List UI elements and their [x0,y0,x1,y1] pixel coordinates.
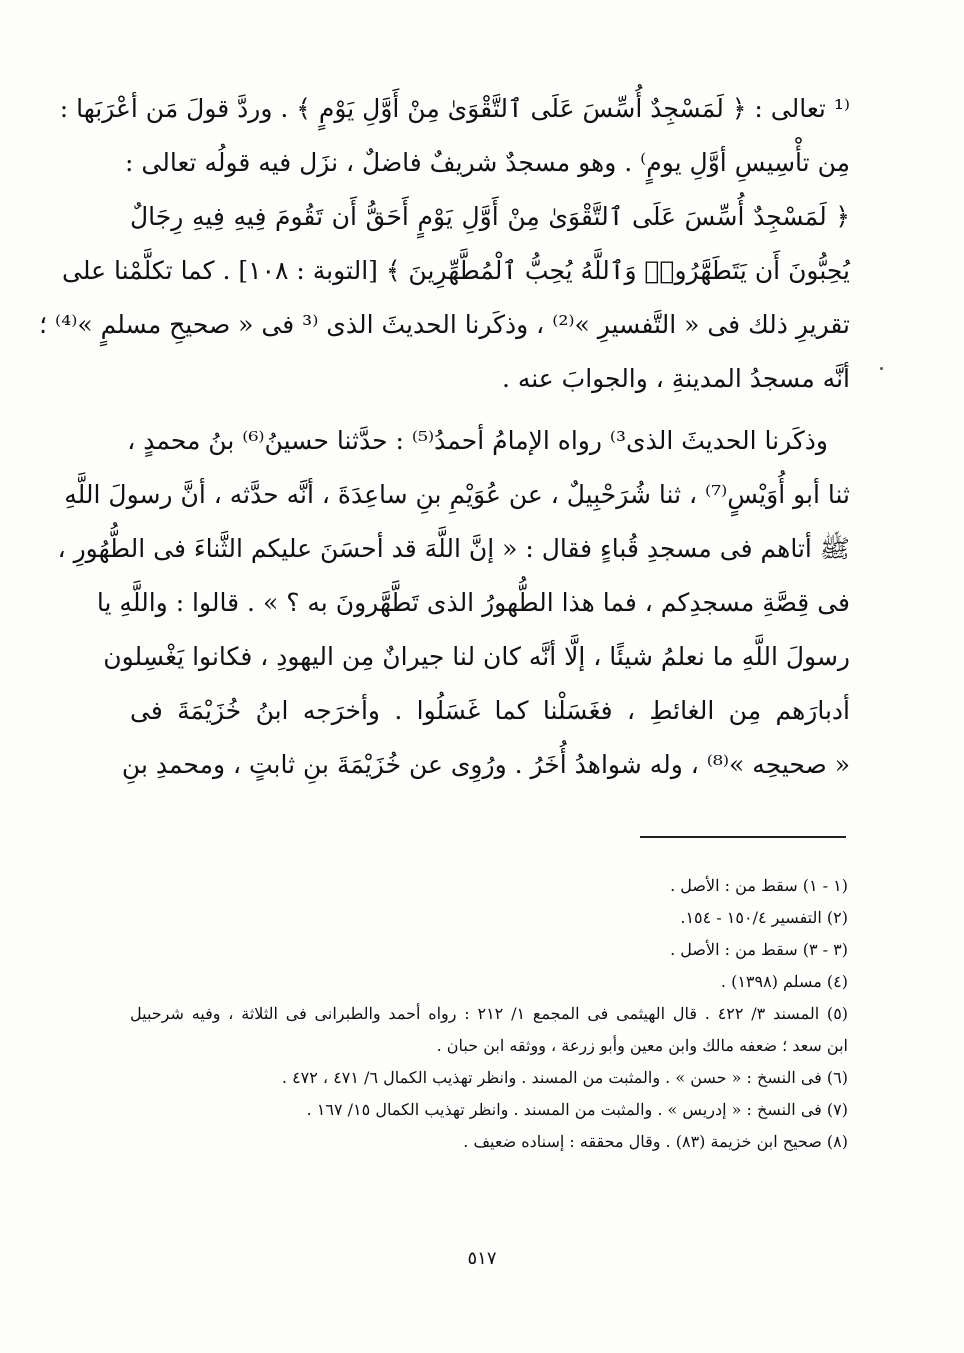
footnote-separator [640,836,846,838]
page-number: ٥١٧ [467,1248,497,1269]
text-line: أنَّه مسجدُ المدينةِ ، والجوابَ عنه . [501,364,850,393]
text-line: رسولَ اللَّهِ ما نعلمُ شيئًا ، إلَّا أنَّه كان لنا جيرانٌ مِن اليهودِ ، فكانوا يَغْسِلون [103,642,850,671]
footnote: (٥) المسند ٣/ ٤٢٢ . قال الهيثمى فى المجمع ١/ ٢١٢ : رواه أحمد والطبرانى فى الثلاثة ، وفيه شرحبيل [130,1004,849,1023]
text-line: « صحيحِه »⁽⁸⁾ ، وله شواهدُ أُخَرُ . ورُوِى عن خُزَيْمَةَ بنِ ثابتٍ ، ومحمدِ بنِ [121,750,850,779]
text-line: ⁽¹ تعالى : ﴿ لَمَسْجِدٌ أُسِّسَ عَلَى ٱلتَّقْوَىٰ مِنْ أَوَّلِ يَوْمٍ ﴾ . وردَّ قولَ مَن أعْرَبَها : [59,94,850,123]
text-line: فى قِصَّةِ مسجدِكم ، فما هذا الطُّهورُ الذى تَطَّهَّرونَ به ؟ » . قالوا : واللَّهِ يا [96,588,850,617]
text-line: وذكَرنا الحديثَ الذى³⁾ رواه الإمامُ أحمدُ⁽⁵⁾ : حدَّثنا حسينُ⁽⁶⁾ بنُ محمدٍ ، [127,426,828,455]
text-line: أدبارَهم مِن الغائطِ ، فغَسَلْنا كما غَسَلُوا . وأخرَجه ابنُ خُزَيْمَةَ فى [130,696,850,725]
text-line: ﷺ أتاهم فى مسجدِ قُباءٍ فقال : « إنَّ اللَّهَ قد أحسَنَ عليكم الثَّناءَ فى الطُّهُورِ ، [57,534,850,563]
footnote: (٢) التفسير ١٥٠/٤ - ١٥٤. [680,908,848,927]
footnote: (١ - ١) سقط من : الأصل . [670,876,848,895]
footnote: (٦) فى النسخ : « حسن » . والمثبت من المسند . وانظر تهذيب الكمال ٦/ ٤٧١ ، ٤٧٢ . [281,1068,848,1087]
main-text-block [39,82,850,792]
footnote: (٨) صحيح ابن خزيمة (٨٣) . وقال محققه : إسناده ضعيف . [463,1132,848,1151]
text-line: يُحِبُّونَ أَن يَتَطَهَّرُوا۟ وَٱللَّهُ يُحِبُّ ٱلْمُطَّهِّرِينَ ﴾ [التوبة : ١٠٨] . كما تكلَّمْنا على [61,256,850,285]
text-line: مِن تأْسِيسِ أوَّلِ يومٍ⁾ . وهو مسجدٌ شريفٌ فاضلٌ ، نزَل فيه قولُه تعالى : [125,148,850,177]
paragraph-gap [130,406,850,414]
footnotes-block [130,870,848,1158]
footnote: (٣ - ٣) سقط من : الأصل . [670,940,848,959]
text-line: ثنا أبو أُوَيْسٍ⁽⁷⁾ ، ثنا شُرَحْبِيلٌ ، عن عُوَيْمِ بنِ ساعِدَةَ ، أنَّه حدَّثه ، أنَّ رسولَ اللَّهِ [64,480,850,509]
footnote-continuation: ابن سعد ؛ ضعفه مالك وابن معين وأبو زرعة ، ووثقه ابن حبان . [436,1036,848,1055]
scan-speck [880,367,883,370]
footnote: (٤) مسلم (١٣٩٨) . [720,972,848,991]
text-line: ﴿ لَمَسْجِدٌ أُسِّسَ عَلَى ٱلتَّقْوَىٰ مِنْ أَوَّلِ يَوْمٍ أَحَقُّ أَن تَقُومَ فِيهِ فِيهِ رِجَالٌ [130,202,850,231]
footnote: (٧) فى النسخ : « إدريس » . والمثبت من المسند . وانظر تهذيب الكمال ١٥/ ١٦٧ . [306,1100,848,1119]
text-line: تقريرِ ذلك فى « التَّفسيرِ »⁽²⁾ ، وذكَرنا الحديثَ الذى ⁽³ فى « صحيحِ مسلمٍ »⁽⁴⁾ ؛ [39,310,850,339]
